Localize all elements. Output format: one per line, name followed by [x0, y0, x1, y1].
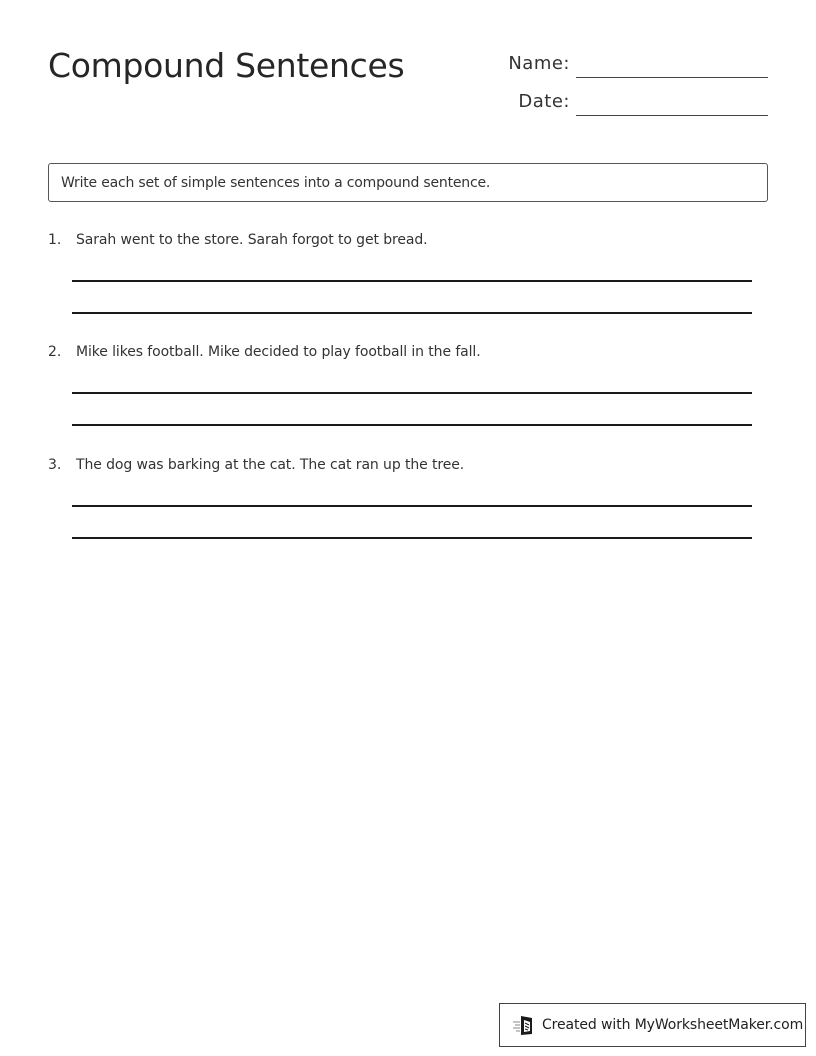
question-text: Sarah went to the store. Sarah forgot to get bread. — [76, 232, 428, 248]
question-number: 3. — [48, 457, 62, 473]
answer-line-2[interactable] — [72, 424, 752, 426]
date-field[interactable] — [480, 86, 768, 116]
answer-line-1[interactable] — [72, 392, 752, 394]
answer-line-2[interactable] — [72, 537, 752, 539]
answer-line-1[interactable] — [72, 505, 752, 507]
date-label: Date: — [518, 91, 570, 112]
question-text: Mike likes football. Mike decided to play football in the fall. — [76, 344, 481, 360]
question-number: 2. — [48, 344, 62, 360]
footer-text: Created with MyWorksheetMaker.com — [542, 1017, 804, 1033]
created-with-badge[interactable] — [499, 1003, 806, 1047]
instructions-text: Write each set of simple sentences into a compound sentence. — [61, 174, 491, 191]
question-text: The dog was barking at the cat. The cat ran up the tree. — [76, 457, 465, 473]
worksheet-logo-icon — [512, 1014, 536, 1036]
name-field[interactable] — [480, 48, 768, 78]
question-number: 1. — [48, 232, 62, 248]
instructions-box — [48, 163, 768, 202]
answer-line-1[interactable] — [72, 280, 752, 282]
date-input-line[interactable] — [576, 115, 768, 116]
page-title: Compound Sentences — [48, 46, 405, 85]
name-label: Name: — [508, 53, 570, 74]
answer-line-2[interactable] — [72, 312, 752, 314]
name-input-line[interactable] — [576, 77, 768, 78]
